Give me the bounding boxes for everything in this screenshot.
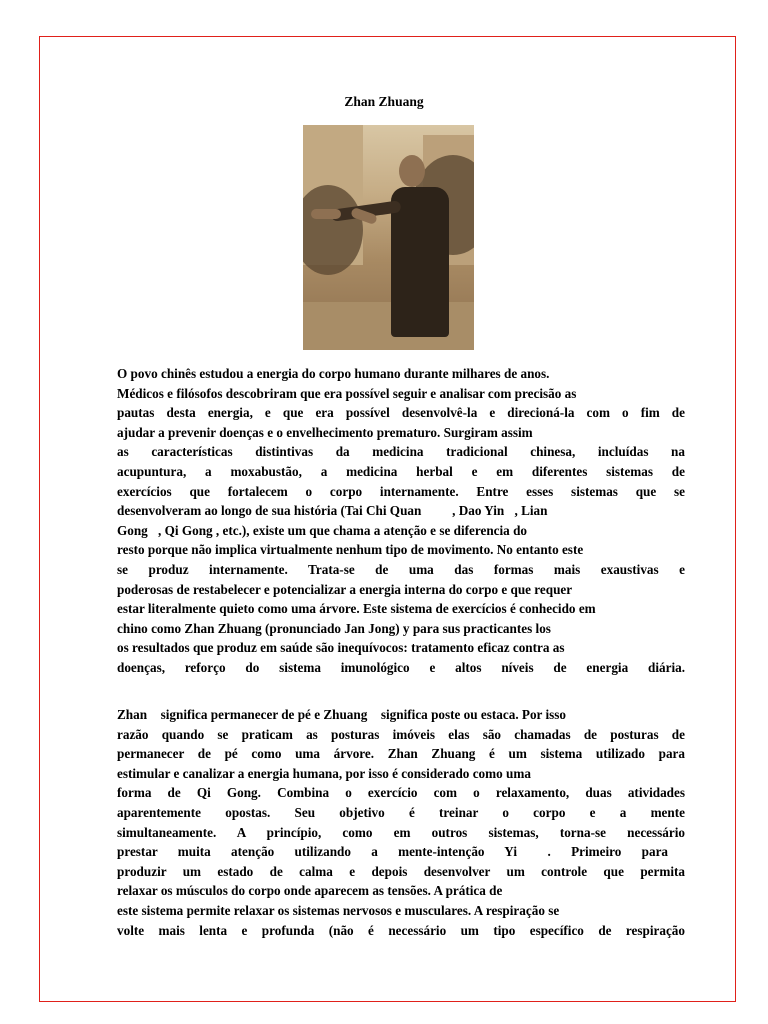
text-line: desenvolveram ao longo de sua história (Tai Chi Quan⃞⃞⃞, Dao Yin⃞, Lian (117, 503, 548, 519)
text-line: poderosas de restabelecer e potencializar a energia interna do corpo e que requer (117, 581, 573, 597)
text-line: as características distintivas da medicina tradicional chinesa, incluídas na (117, 444, 685, 460)
text-line: Médicos e filósofos descobriram que era possível seguir e analisar com precisão as (117, 385, 577, 401)
text-line: simultaneamente. A princípio, como em outros sistemas, torna-se necessário (117, 824, 685, 840)
text-line: se produz internamente. Trata-se de uma das formas mais exaustivas e (117, 561, 685, 577)
text-line: volte mais lenta e profunda (não é necessário um tipo específico de respiração (117, 922, 685, 938)
paragraph-meaning (117, 705, 685, 940)
text-line: os resultados que produz em saúde são inequívocos: tratamento eficaz contra as (117, 640, 565, 656)
photo-tai-chi-master (303, 125, 474, 350)
text-line: chino como Zhan Zhuang (pronunciado Jan Jong) y para sus practicantes los (117, 620, 551, 636)
document-title: Zhan Zhuang (344, 94, 424, 109)
text-line: estimular e canalizar a energia humana, por isso é considerado como uma (117, 765, 531, 781)
text-line: Gong⃞, Qi Gong , etc.), existe um que chama a atenção e se diferencia do (117, 522, 527, 538)
text-line: resto porque não implica virtualmente nenhum tipo de movimento. No entanto este (117, 542, 584, 558)
text-line: O povo chinês estudou a energia do corpo humano durante milhares de anos. (117, 366, 550, 381)
text-line: estar literalmente quieto como uma árvore. Este sistema de exercícios é conhecido em (117, 601, 596, 617)
text-line: exercícios que fortalecem o corpo internamente. Entre esses sistemas que se (117, 483, 685, 499)
text-line: este sistema permite relaxar os sistemas nervosos e musculares. A respiração se (117, 902, 560, 918)
text-line: permanecer de pé como uma árvore. Zhan Zhuang é um sistema utilizado para (117, 746, 685, 762)
text-line: produzir um estado de calma e depois desenvolver um controle que permita (117, 863, 685, 879)
text-line: Zhan⃞ significa permanecer de pé e Zhuang⃞ significa poste ou estaca. Por isso (117, 707, 566, 722)
text-line: doenças, reforço do sistema imunológico e altos níveis de energia diária. (117, 659, 685, 675)
text-line: acupuntura, a moxabustão, a medicina herbal e em diferentes sistemas de (117, 463, 685, 479)
text-line: ajudar a prevenir doenças e o envelhecimento prematuro. Surgiram assim (117, 424, 533, 440)
text-line: prestar muita atenção utilizando a mente-intenção Yi ⃞. Primeiro para (117, 844, 669, 860)
text-line: forma de Qi Gong. Combina o exercício com o relaxamento, duas atividades (117, 785, 685, 801)
paragraph-intro (117, 364, 685, 678)
text-line: relaxar os músculos do corpo onde aparecem as tensões. A prática de (117, 883, 503, 899)
text-line: razão quando se praticam as posturas imóveis elas são chamadas de posturas de (117, 726, 685, 742)
text-line: aparentemente opostas. Seu objetivo é treinar o corpo e a mente (117, 804, 685, 820)
text-line: pautas desta energia, e que era possível desenvolvê-la e direcioná-la com o fim de (117, 405, 685, 421)
